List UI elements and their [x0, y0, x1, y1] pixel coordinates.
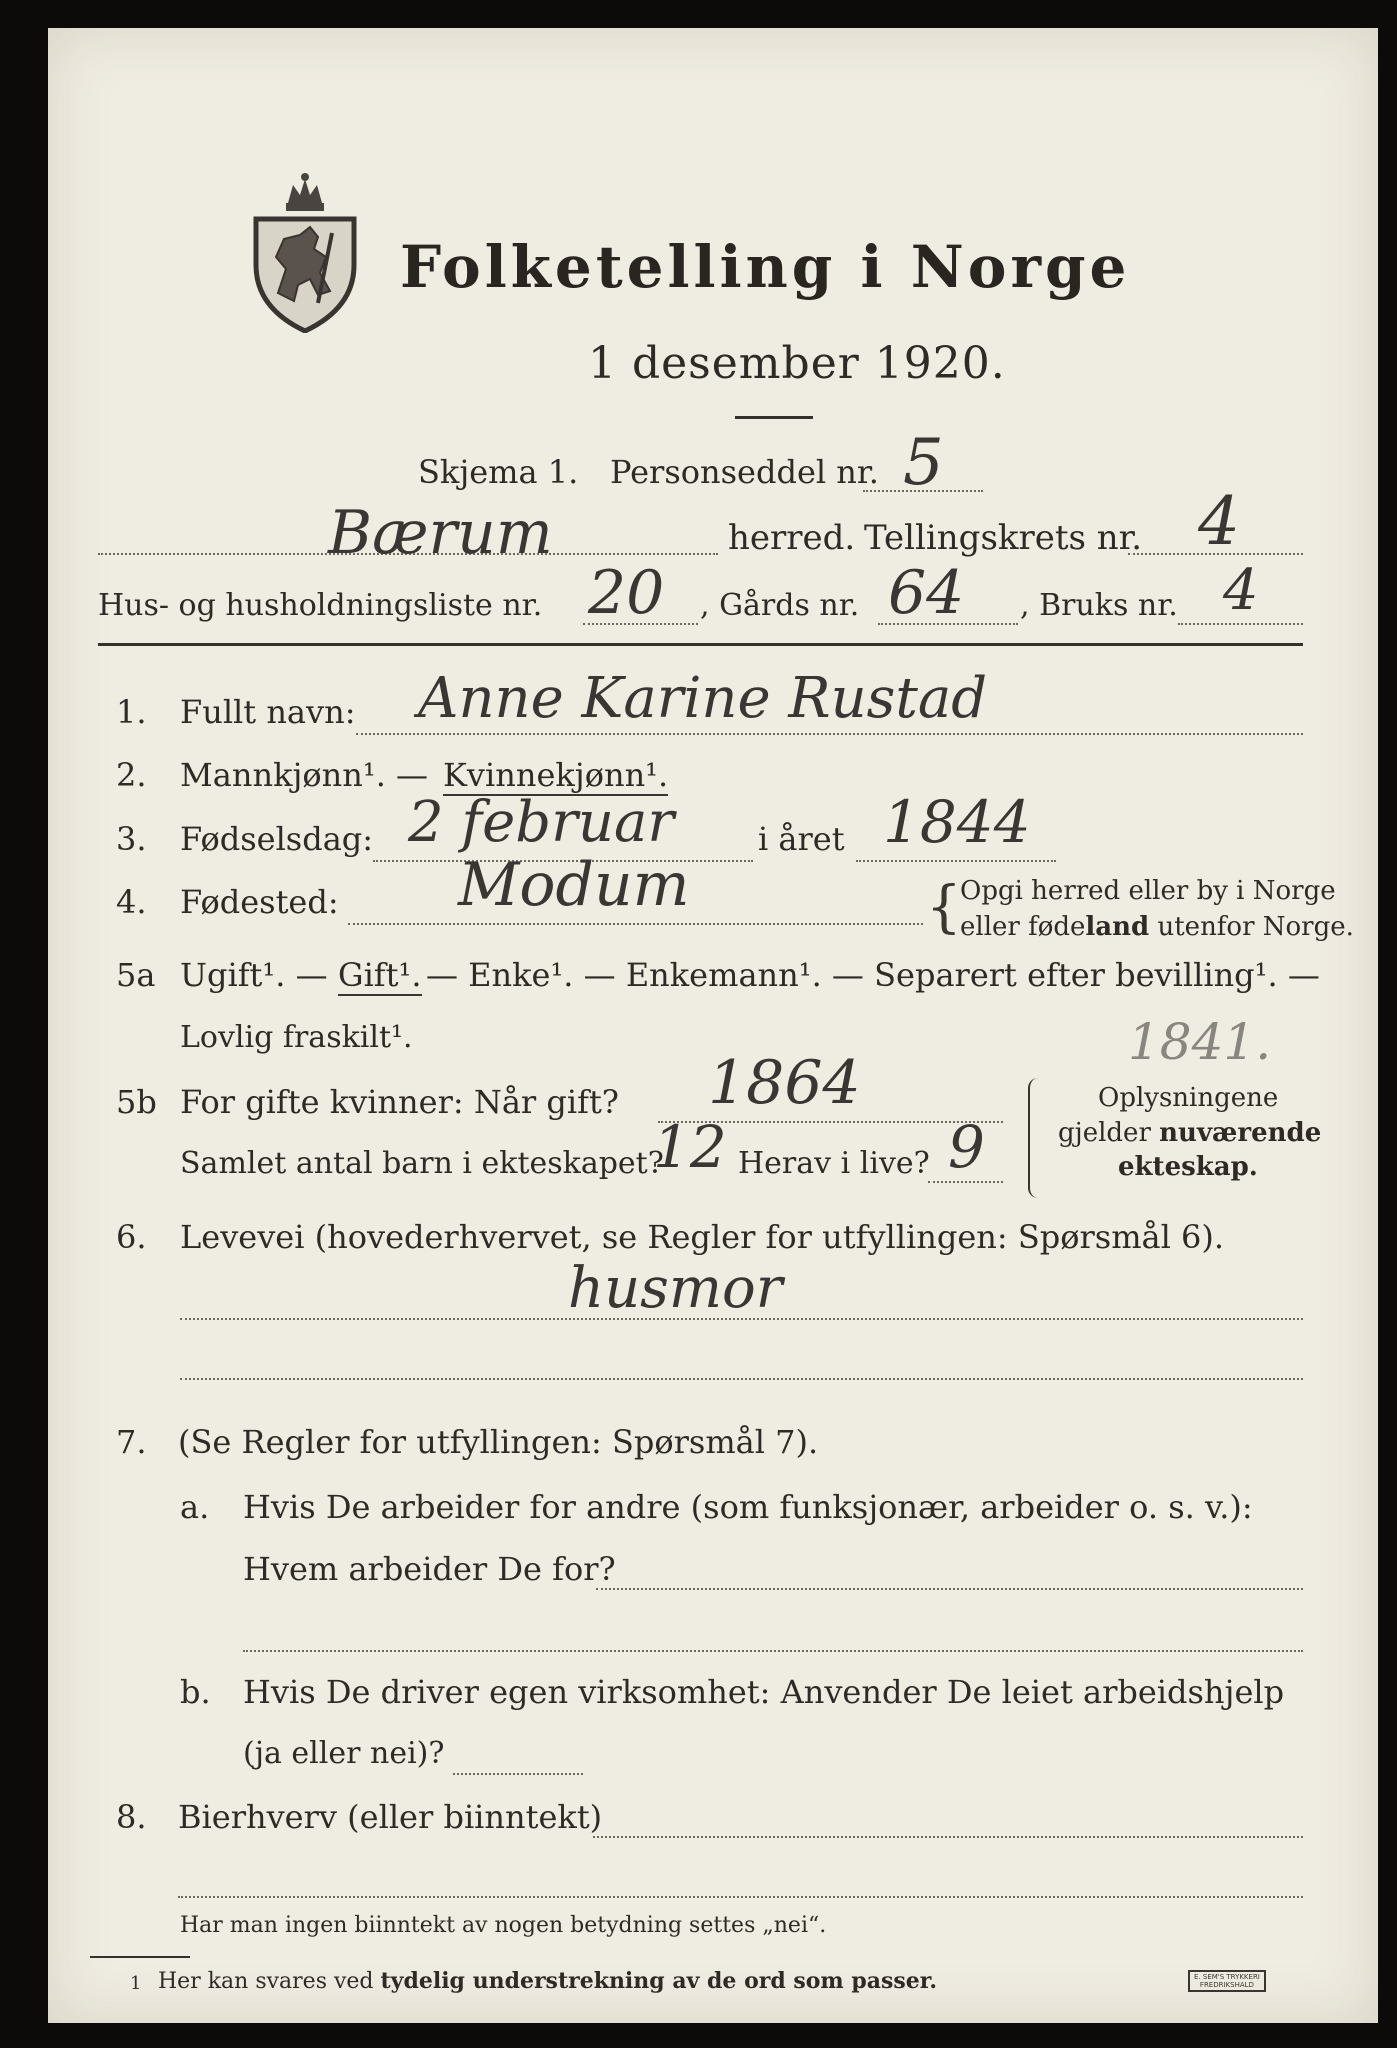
q4-note-2 [960, 912, 1354, 942]
tellingskrets-label: Tellingskrets nr. [864, 518, 1143, 558]
q8-note: Har man ingen biinntekt av nogen betydning settes „nei“. [180, 1913, 827, 1938]
bruks-label: , Bruks nr. [1020, 588, 1178, 623]
q8-label: Bierhverv (eller biinntekt) [178, 1798, 603, 1836]
q5b-barn-value: 12 [653, 1113, 727, 1181]
q5a-number: 5a [116, 956, 156, 994]
q2-kvinne: Kvinnekjønn¹. [443, 756, 669, 794]
q5b-note-3: ekteskap. [1118, 1152, 1258, 1182]
q5a-line2: Lovlig fraskilt¹. [180, 1020, 413, 1055]
q5b-note-1: Oplysningene [1098, 1083, 1279, 1113]
printer-stamp-line1: E. SEM'S TRYKKERI [1194, 1973, 1260, 1981]
q5b-live-label: Herav i live? [738, 1146, 930, 1181]
q4-value: Modum [458, 850, 690, 920]
footnote-text [158, 1968, 937, 1994]
tellingskrets-value: 4 [1198, 483, 1240, 560]
q8-dots-1 [593, 1836, 1303, 1838]
q3-year-dots [856, 860, 1056, 862]
title-rule [735, 416, 813, 419]
footnote-text-b: tydelig understrekning av de ord som passer. [380, 1968, 938, 1994]
gards-label: , Gårds nr. [700, 588, 860, 623]
printer-stamp [1188, 1970, 1266, 1992]
q1-label: Fullt navn: [180, 693, 356, 731]
q7a-dots-2 [243, 1650, 1303, 1652]
personseddel-value: 5 [903, 426, 944, 500]
q7b-line2: (ja eller nei)? [243, 1736, 445, 1771]
q7-label: (Se Regler for utfyllingen: Spørsmål 7). [178, 1423, 819, 1461]
form-date: 1 desember 1920. [588, 338, 1006, 389]
q4-note-1: Opgi herred eller by i Norge [960, 876, 1336, 906]
q7b-label: Hvis De driver egen virksomhet: Anvender De leiet arbeidshjelp [243, 1673, 1285, 1711]
q1-dots [356, 733, 1303, 735]
q2-mann: Mannkjønn¹. — [180, 756, 429, 794]
footnote-mark: 1 [130, 1973, 142, 1994]
q7a-number: a. [180, 1488, 210, 1526]
form-title: Folketelling i Norge [400, 233, 1131, 301]
herred-value: Bærum [328, 498, 553, 568]
footnote-rule [90, 1956, 190, 1958]
schema-label: Skjema 1. [418, 453, 579, 491]
q6-dots-2 [180, 1378, 1303, 1380]
q4-note-2c: utenfor Norge. [1149, 912, 1354, 942]
q3-year-label: i året [758, 820, 845, 858]
printer-stamp-line2: FREDRIKSHALD [1199, 1981, 1254, 1989]
q7b-dots [453, 1773, 583, 1775]
q7a-line2: Hvem arbeider De for? [243, 1550, 616, 1588]
q6-value: husmor [568, 1256, 783, 1321]
q5b-note-2b: nuværende [1159, 1118, 1322, 1148]
q4-label: Fødested: [180, 883, 339, 921]
q6-label: Levevei (hovederhvervet, se Regler for utfyllingen: Spørsmål 6). [180, 1218, 1225, 1256]
q4-number: 4. [116, 883, 147, 921]
q1-number: 1. [116, 693, 147, 731]
husholdning-value: 20 [588, 558, 665, 628]
q3-number: 3. [116, 820, 147, 858]
q5b-note-2a: gjelder [1058, 1118, 1160, 1148]
q8-number: 8. [116, 1798, 147, 1836]
q3-label: Fødselsdag: [180, 820, 374, 858]
husholdning-label: Hus- og husholdningsliste nr. [98, 588, 543, 623]
q7-number: 7. [116, 1423, 147, 1461]
q5b-barn-label: Samlet antal barn i ekteskapet? [180, 1146, 664, 1181]
q1-value: Anne Karine Rustad [418, 666, 988, 731]
q4-note-2b: land [1085, 912, 1150, 942]
bruks-dots [1178, 623, 1303, 625]
q7b-number: b. [180, 1673, 211, 1711]
q5b-note-2 [1058, 1118, 1321, 1148]
gards-value: 64 [888, 558, 965, 628]
q6-number: 6. [116, 1218, 147, 1256]
q5b-margin-note: 1841. [1128, 1013, 1272, 1071]
q6-dots-1 [180, 1318, 1303, 1320]
header-rule [98, 643, 1303, 646]
footnote-text-a: Her kan svares ved [158, 1969, 381, 1994]
bruks-value: 4 [1223, 558, 1259, 623]
coat-of-arms-icon [248, 173, 363, 333]
q7a-dots-1 [596, 1588, 1303, 1590]
herred-label: herred. [728, 518, 856, 558]
q4-note-2a: eller føde [960, 912, 1086, 942]
q5a-gift: Gift¹. [338, 956, 422, 994]
q5b-label: For gifte kvinner: Når gift? [180, 1083, 619, 1121]
q3-year-value: 1844 [883, 788, 1031, 856]
q5b-live-value: 9 [948, 1113, 985, 1181]
q2-number: 2. [116, 756, 147, 794]
q5b-bracket [1028, 1078, 1044, 1198]
q5b-live-dots [928, 1181, 1003, 1183]
q8-dots-2 [178, 1896, 1303, 1898]
personseddel-label: Personseddel nr. [610, 453, 879, 491]
q3-value: 2 februar [408, 790, 675, 855]
q5a-rest: — Enke¹. — Enkemann¹. — Separert efter bevilling¹. — [426, 956, 1320, 994]
q5a-ugift: Ugift¹. — [180, 956, 328, 994]
q7a-label: Hvis De arbeider for andre (som funksjonær, arbeider o. s. v.): [243, 1488, 1253, 1526]
q5b-number: 5b [116, 1083, 157, 1121]
q5b-value: 1864 [708, 1048, 861, 1118]
q4-brace: { [926, 875, 962, 940]
q4-dots [348, 923, 923, 925]
census-form [48, 28, 1378, 2023]
